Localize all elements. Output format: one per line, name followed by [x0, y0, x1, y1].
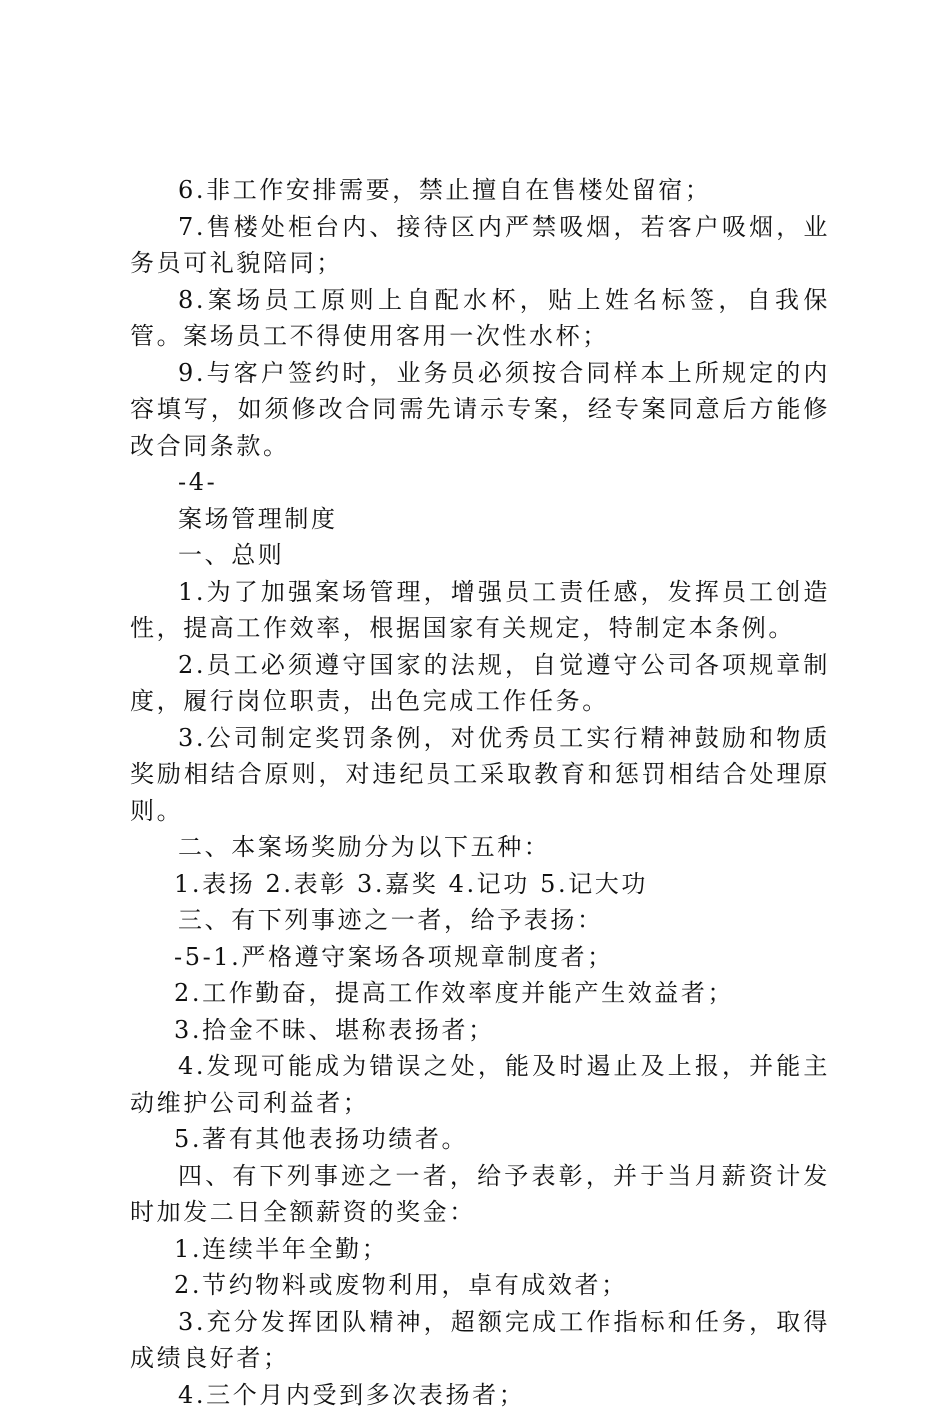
paragraph-commendation-2: 2.节约物料或废物利用，卓有成效者； — [130, 1267, 830, 1304]
page-number-4: -4- — [130, 464, 830, 501]
paragraph-commendation-3: 3.充分发挥团队精神，超额完成工作指标和任务，取得成绩良好者； — [130, 1304, 830, 1377]
paragraph-praise-2: 2.工作勤奋，提高工作效率度并能产生效益者； — [130, 975, 830, 1012]
section-title: 案场管理制度 — [130, 501, 830, 538]
paragraph-praise-4: 4.发现可能成为错误之处，能及时遏止及上报，并能主动维护公司利益者； — [130, 1048, 830, 1121]
paragraph-praise-1: -5-1.严格遵守案场各项规章制度者； — [130, 939, 830, 976]
paragraph-general-3: 3.公司制定奖罚条例，对优秀员工实行精神鼓励和物质奖励相结合原则，对违纪员工采取教育和惩罚相结合处理原则。 — [130, 720, 830, 830]
heading-general: 一、总则 — [130, 537, 830, 574]
paragraph-praise-5: 5.著有其他表扬功绩者。 — [130, 1121, 830, 1158]
paragraph-reward-list: 1.表扬 2.表彰 3.嘉奖 4.记功 5.记大功 — [130, 866, 830, 903]
paragraph-general-2: 2.员工必须遵守国家的法规，自觉遵守公司各项规章制度，履行岗位职责，出色完成工作任务。 — [130, 647, 830, 720]
paragraph-rule-7: 7.售楼处柜台内、接待区内严禁吸烟，若客户吸烟，业务员可礼貌陪同； — [130, 209, 830, 282]
paragraph-general-1: 1.为了加强案场管理，增强员工责任感，发挥员工创造性，提高工作效率，根据国家有关规定，特制定本条例。 — [130, 574, 830, 647]
paragraph-commendation-1: 1.连续半年全勤； — [130, 1231, 830, 1268]
paragraph-praise-3: 3.拾金不昧、堪称表扬者； — [130, 1012, 830, 1049]
paragraph-rule-9: 9.与客户签约时，业务员必须按合同样本上所规定的内容填写，如须修改合同需先请示专案，经专案同意后方能修改合同条款。 — [130, 355, 830, 465]
paragraph-commendation-4: 4.三个月内受到多次表扬者； — [130, 1377, 830, 1413]
heading-reward-types: 二、本案场奖励分为以下五种： — [130, 829, 830, 866]
heading-praise: 三、有下列事迹之一者，给予表扬： — [130, 902, 830, 939]
heading-commendation: 四、有下列事迹之一者，给予表彰，并于当月薪资计发时加发二日全额薪资的奖金： — [130, 1158, 830, 1231]
paragraph-rule-8: 8.案场员工原则上自配水杯，贴上姓名标签，自我保管。案场员工不得使用客用一次性水杯； — [130, 282, 830, 355]
document-body — [130, 172, 830, 1413]
paragraph-rule-6: 6.非工作安排需要，禁止擅自在售楼处留宿； — [130, 172, 830, 209]
